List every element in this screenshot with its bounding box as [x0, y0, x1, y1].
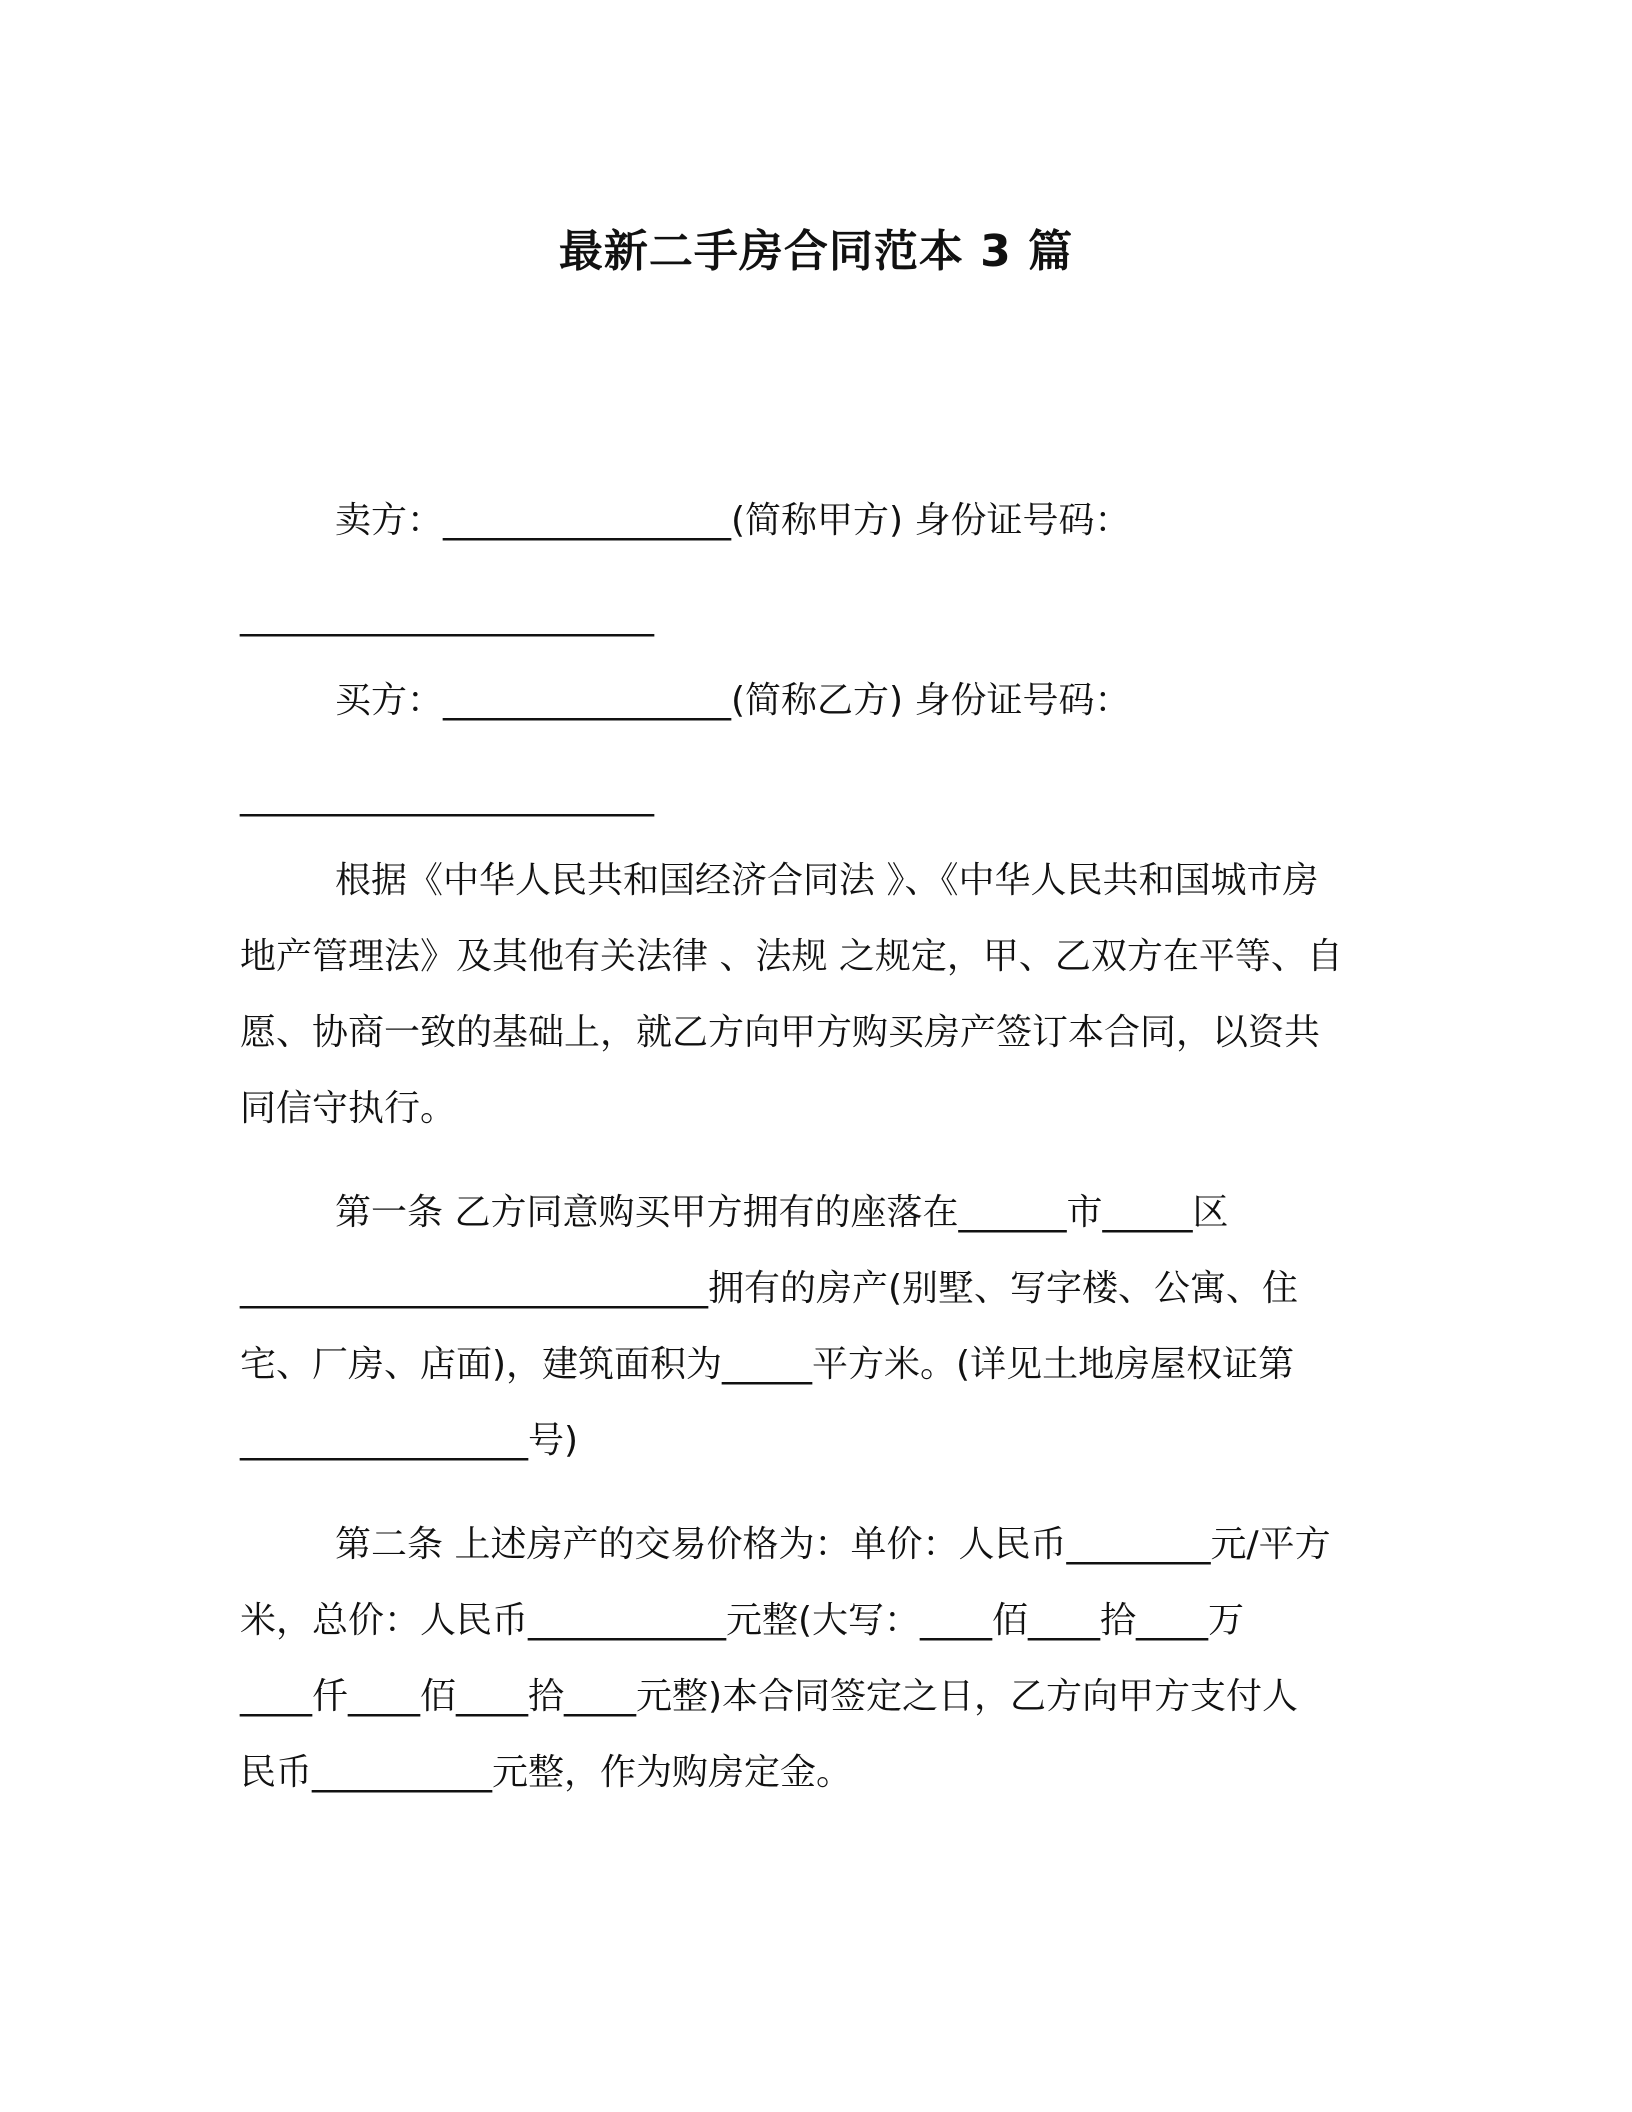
preamble-line-3: 愿、协商一致的基础上，就乙方向甲方购买房产签订本合同，以资共 [240, 1012, 1321, 1053]
buyer-id-blank: _______________________ [240, 776, 654, 817]
seller-line: 卖方：________________(简称甲方) 身份证号码： [335, 500, 1131, 541]
buyer-line: 买方：________________(简称乙方) 身份证号码： [335, 680, 1131, 721]
article1-line-1: 第一条 乙方同意购买甲方拥有的座落在______市_____区 [335, 1192, 1229, 1233]
article2-line-1: 第二条 上述房产的交易价格为：单价：人民币________元/平方 [335, 1524, 1331, 1565]
article1-line-3: 宅、厂房、店面)，建筑面积为_____平方米。(详见土地房屋权证第 [240, 1344, 1295, 1385]
article1-line-2: __________________________拥有的房产(别墅、写字楼、公寓、住 [240, 1268, 1299, 1309]
seller-id-blank: _______________________ [240, 596, 654, 637]
preamble-line-2: 地产管理法》及其他有关法律 、法规 之规定，甲、乙双方在平等、自 [240, 936, 1343, 977]
article2-line-3: ____仟____佰____拾____元整)本合同签定之日，乙方向甲方支付人 [240, 1676, 1299, 1717]
article2-line-4: 民币__________元整，作为购房定金。 [240, 1752, 853, 1793]
preamble-line-4: 同信守执行。 [240, 1088, 457, 1129]
preamble-line-1: 根据《中华人民共和国经济合同法 》、《中华人民共和国城市房 [335, 860, 1319, 901]
document-title: 最新二手房合同范本 3 篇 [558, 226, 1074, 277]
article2-line-2: 米，总价：人民币___________元整(大写：____佰____拾____万 [240, 1600, 1245, 1641]
article1-line-4: ________________号) [240, 1420, 579, 1461]
